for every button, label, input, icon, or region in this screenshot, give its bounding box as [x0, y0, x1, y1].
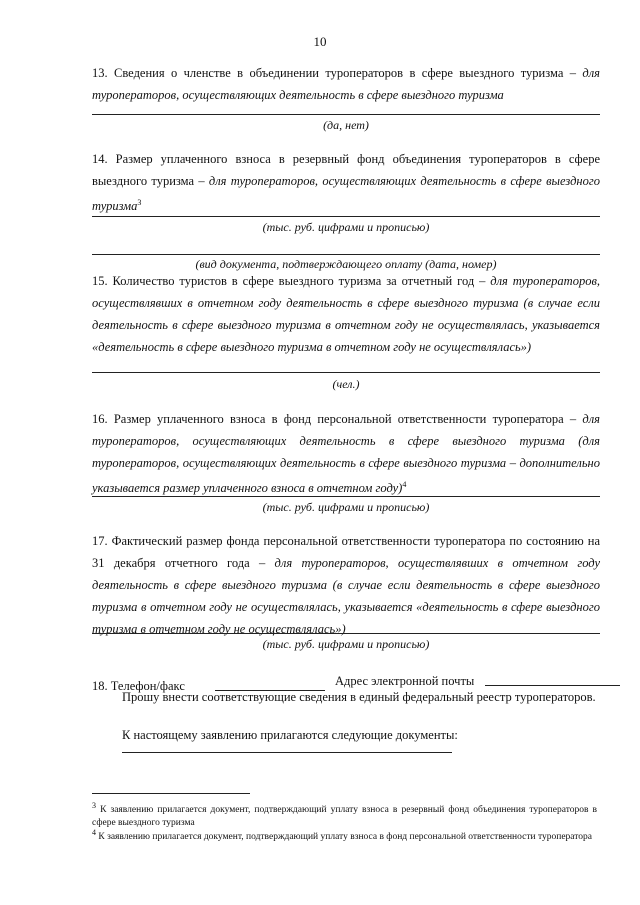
item-17-answer-line[interactable] — [92, 633, 600, 634]
item-17-caption: (тыс. руб. цифрами и прописью) — [262, 637, 430, 651]
phone-fax-label: 18. Телефон/факс — [92, 679, 185, 693]
item-14-caption-document: (вид документа, подтверждающего оплату (дата, номер) — [195, 257, 497, 271]
item-13-text — [92, 62, 600, 106]
footnote-4-text: К заявлению прилагается документ, подтверждающий уплату взноса в фонд персональной ответственности туроператора — [98, 832, 592, 843]
item-15-label: 15. Количество туристов в сфере выездного туризма за отчетный год – — [92, 274, 491, 288]
item-17-label: 17. Фактический размер фонда персональной ответственности туроператора по состоянию на 31 декабря отчетного года – — [92, 534, 600, 570]
item-14-document-line[interactable] — [92, 254, 600, 255]
attachments-text: К настоящему заявлению прилагаются следующие документы: — [122, 728, 458, 742]
item-14-text — [92, 148, 600, 217]
request-text: Прошу внести соответствующие сведения в единый федеральный реестр туроператоров. — [122, 690, 596, 704]
item-14-label: 14. Размер уплаченного взноса в резервный фонд объединения туроператоров в сфере выездного туризма – — [92, 152, 600, 188]
footnote-separator — [92, 793, 250, 794]
item-13-label: 13. Сведения о членстве в объединении туроператоров в сфере выездного туризма – — [92, 66, 583, 80]
item-16-text — [92, 408, 600, 499]
item-14-italic: для туроператоров, осуществляющих деятельность в сфере выездного туризма — [92, 174, 600, 214]
item-15-italic: для туроператоров, осуществлявших в отчетном году деятельность в сфере выездного туризма (в случае если деятельность в сфере выездного туризма в отчетном году не осуществлялась, указывается «деятельность в сфере выездного туризма в отчетном году не осуществлялась») — [92, 274, 601, 354]
item-15-answer-line[interactable] — [92, 372, 600, 373]
footnote-ref-3: 3 — [137, 198, 142, 207]
item-13-answer-line[interactable] — [92, 114, 600, 115]
item-17-text — [92, 530, 600, 640]
footnote-4-mark: 4 — [92, 828, 96, 837]
item-17-italic: для туроператоров, осуществлявших в отчетном году деятельность в сфере выездного туризма (в случае если деятельность в сфере выездного туризма в отчетном году не осуществлялась, указывается «деятельность в сфере выездного туризма в отчетном году не осуществлялась») — [92, 556, 600, 636]
footnote-3-text: К заявлению прилагается документ, подтверждающий уплату взноса в резервный фонд объединения туроператоров в сфере выездного туризма — [92, 805, 597, 829]
item-13-caption: (да, нет) — [323, 118, 369, 132]
item-14-amount-line[interactable] — [92, 216, 600, 217]
page-number: 10 — [313, 34, 327, 49]
item-16-caption: (тыс. руб. цифрами и прописью) — [262, 500, 430, 514]
footnote-4 — [92, 826, 597, 844]
email-label: Адрес электронной почты — [335, 674, 475, 688]
attachments-line[interactable] — [122, 752, 452, 753]
item-16-label: 16. Размер уплаченного взноса в фонд персональной ответственности туроператора – — [92, 412, 583, 426]
item-15-caption: (чел.) — [332, 377, 360, 391]
item-13-italic: для туроператоров, осуществляющих деятельность в сфере выездного туризма — [92, 66, 600, 102]
item-16-answer-line[interactable] — [92, 496, 600, 497]
footnote-3-mark: 3 — [92, 801, 96, 810]
item-16-italic: для туроператоров, осуществляющих деятельность в сфере выездного туризма (для туроператоров, осуществляющих деятельность в сфере выездного туризма – дополнительно указывается размер уплаченного взноса в отчетном году) — [92, 412, 600, 496]
footnote-ref-4: 4 — [402, 480, 407, 489]
item-14-caption-amount: (тыс. руб. цифрами и прописью) — [262, 220, 430, 234]
item-15-text — [92, 270, 600, 358]
